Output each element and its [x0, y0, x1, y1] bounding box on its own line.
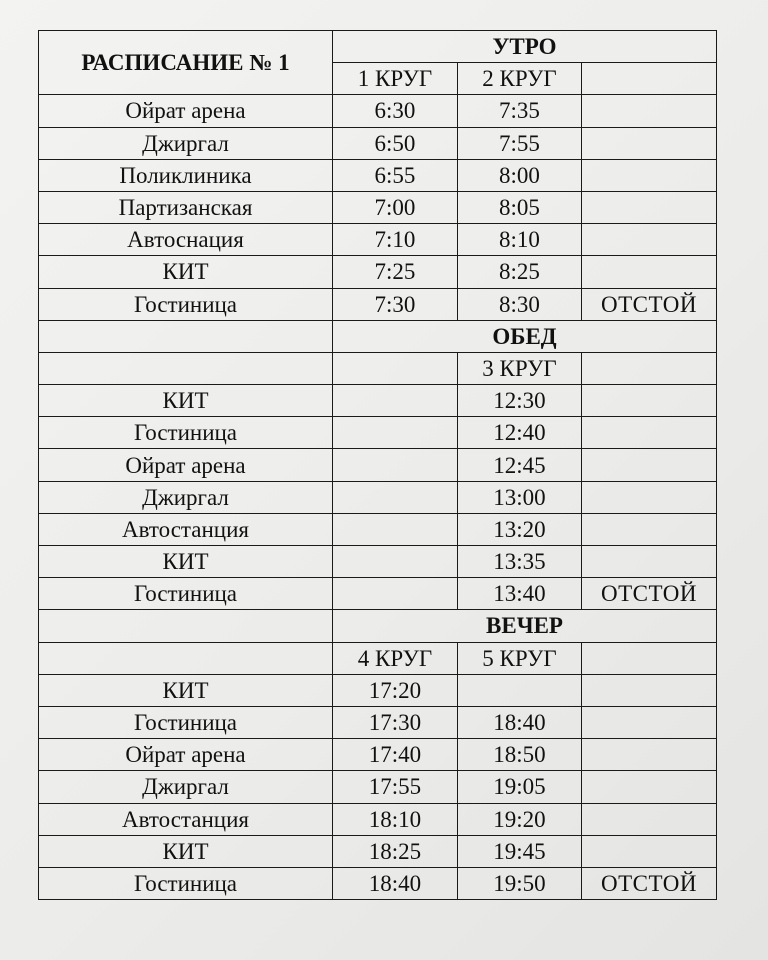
empty-cell	[582, 417, 717, 449]
time-cell: 18:50	[458, 739, 582, 771]
empty-cell	[333, 449, 458, 481]
stop-name: Ойрат арена	[39, 739, 333, 771]
table-row	[39, 674, 717, 706]
table-row	[39, 739, 717, 771]
empty-cell	[39, 642, 333, 674]
stop-name: Гостиница	[39, 417, 333, 449]
time-cell: 17:30	[333, 706, 458, 738]
stop-name: КИТ	[39, 385, 333, 417]
stop-name: КИТ	[39, 674, 333, 706]
empty-cell	[582, 835, 717, 867]
empty-cell	[582, 159, 717, 191]
stop-name: КИТ	[39, 835, 333, 867]
table-row	[39, 224, 717, 256]
stop-name: Автостанция	[39, 803, 333, 835]
empty-cell	[582, 127, 717, 159]
table-row	[39, 481, 717, 513]
time-cell: 6:55	[333, 159, 458, 191]
stop-name: Джиргал	[39, 771, 333, 803]
schedule-title: РАСПИСАНИЕ № 1	[39, 31, 333, 95]
empty-cell	[582, 706, 717, 738]
time-cell: 18:10	[333, 803, 458, 835]
time-cell: 8:00	[458, 159, 582, 191]
round-5-header: 5 КРУГ	[458, 642, 582, 674]
empty-cell	[582, 739, 717, 771]
empty-cell	[333, 578, 458, 610]
round-1-header: 1 КРУГ	[333, 63, 458, 95]
time-cell: 8:30	[458, 288, 582, 320]
round-4-header: 4 КРУГ	[333, 642, 458, 674]
lunch-period-row	[39, 320, 717, 352]
empty-cell	[582, 63, 717, 95]
stop-name: Джиргал	[39, 127, 333, 159]
schedule-table	[38, 30, 717, 900]
stop-name: Поликлиника	[39, 159, 333, 191]
period-lunch: ОБЕД	[333, 320, 717, 352]
stop-name: Гостиница	[39, 578, 333, 610]
table-row	[39, 803, 717, 835]
time-cell: 12:40	[458, 417, 582, 449]
layover-note: ОТСТОЙ	[582, 867, 717, 899]
time-cell: 7:25	[333, 256, 458, 288]
table-row	[39, 706, 717, 738]
stop-name: Ойрат арена	[39, 95, 333, 127]
time-cell: 17:55	[333, 771, 458, 803]
empty-cell	[333, 546, 458, 578]
time-cell: 17:40	[333, 739, 458, 771]
empty-cell	[582, 674, 717, 706]
period-evening: ВЕЧЕР	[333, 610, 717, 642]
time-cell: 18:25	[333, 835, 458, 867]
time-cell: 17:20	[333, 674, 458, 706]
empty-cell	[582, 385, 717, 417]
table-row	[39, 288, 717, 320]
time-cell: 19:45	[458, 835, 582, 867]
stop-name: Партизанская	[39, 191, 333, 223]
table-row	[39, 449, 717, 481]
stop-name: Джиргал	[39, 481, 333, 513]
table-row	[39, 417, 717, 449]
empty-cell	[582, 352, 717, 384]
empty-cell	[333, 481, 458, 513]
layover-note: ОТСТОЙ	[582, 288, 717, 320]
time-cell: 7:35	[458, 95, 582, 127]
empty-cell	[582, 224, 717, 256]
lunch-rounds-row	[39, 352, 717, 384]
empty-cell	[333, 385, 458, 417]
empty-cell	[582, 191, 717, 223]
stop-name: Автоснация	[39, 224, 333, 256]
table-row	[39, 191, 717, 223]
empty-cell	[582, 771, 717, 803]
table-row	[39, 385, 717, 417]
time-cell: 13:00	[458, 481, 582, 513]
table-row	[39, 578, 717, 610]
empty-cell	[582, 803, 717, 835]
time-cell: 6:30	[333, 95, 458, 127]
time-cell: 7:55	[458, 127, 582, 159]
empty-cell	[582, 642, 717, 674]
empty-cell	[39, 320, 333, 352]
stop-name: Гостиница	[39, 288, 333, 320]
time-cell: 12:30	[458, 385, 582, 417]
time-cell: 6:50	[333, 127, 458, 159]
table-row	[39, 159, 717, 191]
stop-name: КИТ	[39, 546, 333, 578]
empty-cell	[39, 610, 333, 642]
time-cell: 7:10	[333, 224, 458, 256]
evening-rounds-row	[39, 642, 717, 674]
table-row	[39, 95, 717, 127]
empty-cell	[582, 546, 717, 578]
time-cell: 13:20	[458, 513, 582, 545]
time-cell: 18:40	[333, 867, 458, 899]
time-cell: 8:25	[458, 256, 582, 288]
table-row	[39, 835, 717, 867]
table-row	[39, 127, 717, 159]
time-cell: 19:05	[458, 771, 582, 803]
time-cell: 8:10	[458, 224, 582, 256]
stop-name: Автостанция	[39, 513, 333, 545]
time-cell	[458, 674, 582, 706]
table-row	[39, 546, 717, 578]
empty-cell	[333, 417, 458, 449]
empty-cell	[582, 481, 717, 513]
stop-name: КИТ	[39, 256, 333, 288]
table-row	[39, 513, 717, 545]
morning-period-row	[39, 31, 717, 63]
round-2-header: 2 КРУГ	[458, 63, 582, 95]
table-row	[39, 256, 717, 288]
empty-cell	[582, 449, 717, 481]
layover-note: ОТСТОЙ	[582, 578, 717, 610]
time-cell: 7:00	[333, 191, 458, 223]
empty-cell	[582, 95, 717, 127]
period-morning: УТРО	[333, 31, 717, 63]
table-row	[39, 867, 717, 899]
evening-period-row	[39, 610, 717, 642]
time-cell: 19:50	[458, 867, 582, 899]
time-cell: 13:35	[458, 546, 582, 578]
time-cell: 13:40	[458, 578, 582, 610]
time-cell: 7:30	[333, 288, 458, 320]
empty-cell	[39, 352, 333, 384]
empty-cell	[333, 513, 458, 545]
round-3-header: 3 КРУГ	[458, 352, 582, 384]
stop-name: Гостиница	[39, 867, 333, 899]
stop-name: Гостиница	[39, 706, 333, 738]
table-row	[39, 771, 717, 803]
time-cell: 19:20	[458, 803, 582, 835]
time-cell: 12:45	[458, 449, 582, 481]
time-cell: 8:05	[458, 191, 582, 223]
empty-cell	[582, 513, 717, 545]
stop-name: Ойрат арена	[39, 449, 333, 481]
empty-cell	[333, 352, 458, 384]
time-cell: 18:40	[458, 706, 582, 738]
empty-cell	[582, 256, 717, 288]
